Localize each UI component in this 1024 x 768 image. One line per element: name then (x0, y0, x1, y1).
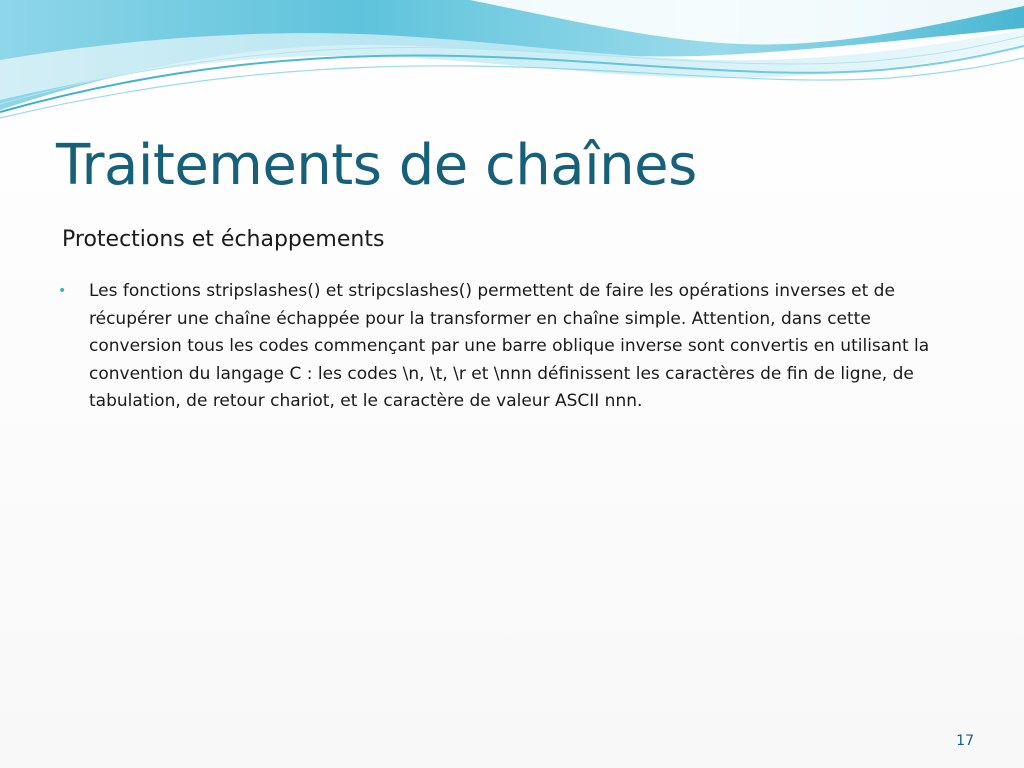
bullet-text: Les fonctions stripslashes() et stripcslashes() permettent de faire les opérations inverses et de récupérer une chaîne échappée pour la transformer en chaîne simple. Attention, dans cette conversion tous les codes commençant par une barre oblique inverse sont convertis en utilisant la convention du langage C : les codes \n, \t, \r et \nnn définissent les caractères de fin de ligne, de tabulation, de retour chariot, et le caractère de valeur ASCII nnn. (89, 281, 930, 411)
bullet-item (56, 278, 956, 416)
bullet-list (56, 278, 956, 416)
slide-subtitle: Protections et échappements (62, 227, 385, 252)
header-wave-decoration (0, 0, 1024, 130)
bullet-dot-icon: • (58, 283, 67, 299)
page-number: 17 (956, 733, 974, 749)
slide-title: Traitements de chaînes (56, 133, 697, 198)
